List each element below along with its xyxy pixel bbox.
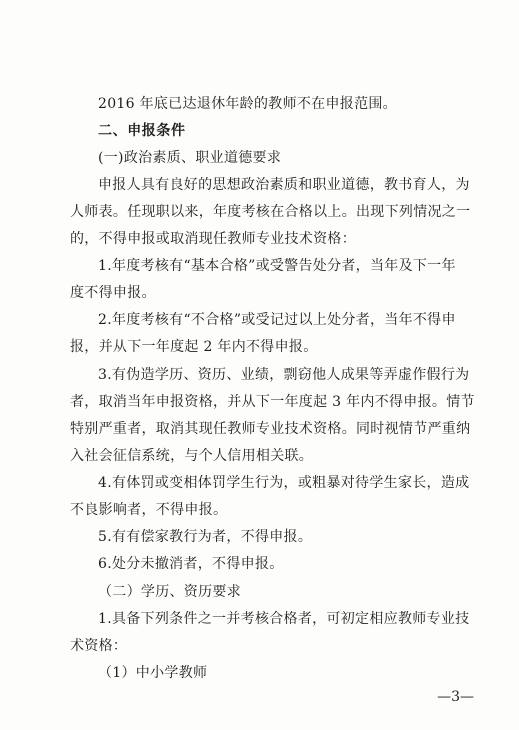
subsection-item-teachers: （1）中小学教师 [98,665,208,681]
page-number: —3— [437,689,474,705]
list-item-3-cont: 特别严重者，取消其现任教师专业技术资格。同时视情节严重纳 [70,421,471,437]
paragraph-line: 申报人具有良好的思想政治素质和职业道德，教书育人，为 [98,177,470,193]
paragraph-line: 术资格： [70,638,128,654]
text-line-retirement: 2016 年底已达退休年龄的教师不在申报范围。 [98,96,397,112]
list-item-5: 5.有有偿家教行为者，不得申报。 [98,529,313,545]
paragraph-line: 人师表。任现职以来，年度考核在合格以上。出现下列情况之一 [70,204,471,220]
list-item-1-cont: 度不得申报。 [70,285,156,301]
subsection-heading-education: （二）学历、资历要求 [98,584,241,600]
list-item-4-cont: 不良影响者，不得申报。 [70,502,228,518]
subsection-heading-ethics: (一)政治素质、职业道德要求 [98,150,282,166]
paragraph-line: 1.具备下列条件之一并考核合格者，可初定相应教师专业技 [98,611,470,627]
list-item-4: 4.有体罚或变相体罚学生行为，或粗暴对待学生家长，造成 [98,475,470,491]
list-item-3: 3.有伪造学历、资历、业绩，剽窃他人成果等弄虚作假行为 [98,367,470,383]
list-item-1: 1.年度考核有“基本合格”或受警告处分者，当年及下一年 [98,258,456,274]
section-heading-conditions: 二、申报条件 [98,123,186,139]
list-item-2-cont: 报，并从下一年度起 2 年内不得申报。 [70,339,318,355]
list-item-2: 2.年度考核有“不合格”或受记过以上处分者，当年不得申 [98,312,456,328]
list-item-6: 6.处分未撤消者，不得申报。 [98,556,284,572]
list-item-3-cont: 入社会征信系统，与个人信用相关联。 [70,448,314,464]
paragraph-line: 的，不得申报或取消现任教师专业技术资格： [70,231,356,247]
list-item-3-cont: 者，取消当年申报资格，并从下一年度起 3 年内不得申报。情节 [70,394,475,410]
